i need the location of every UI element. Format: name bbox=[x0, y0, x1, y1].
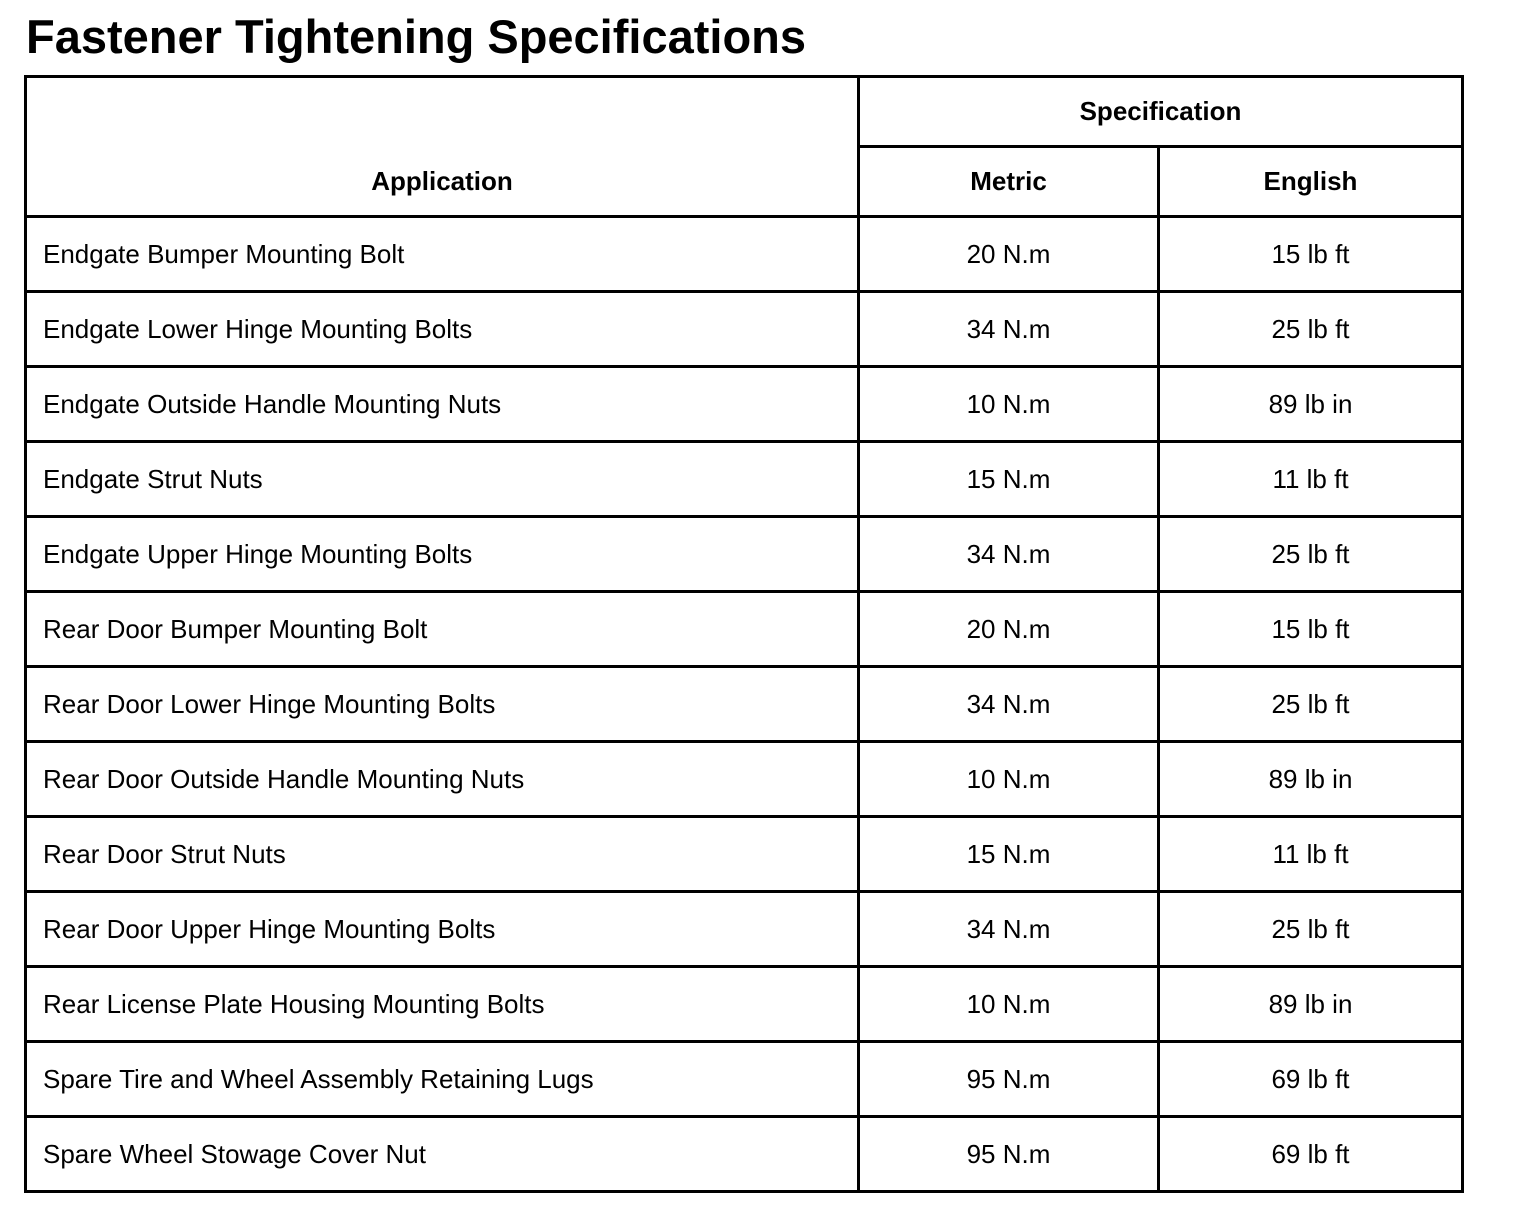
table-row bbox=[26, 217, 1463, 292]
application-column-header: Application bbox=[26, 77, 859, 217]
application-cell: Spare Wheel Stowage Cover Nut bbox=[26, 1117, 859, 1192]
application-cell: Endgate Lower Hinge Mounting Bolts bbox=[26, 292, 859, 367]
table-row bbox=[26, 292, 1463, 367]
english-cell: 25 lb ft bbox=[1159, 517, 1463, 592]
metric-cell: 20 N.m bbox=[859, 592, 1159, 667]
english-cell: 69 lb ft bbox=[1159, 1117, 1463, 1192]
metric-cell: 34 N.m bbox=[859, 667, 1159, 742]
table-row bbox=[26, 742, 1463, 817]
metric-cell: 34 N.m bbox=[859, 517, 1159, 592]
english-cell: 69 lb ft bbox=[1159, 1042, 1463, 1117]
english-cell: 15 lb ft bbox=[1159, 592, 1463, 667]
english-cell: 25 lb ft bbox=[1159, 892, 1463, 967]
table-row bbox=[26, 442, 1463, 517]
metric-cell: 34 N.m bbox=[859, 892, 1159, 967]
english-cell: 11 lb ft bbox=[1159, 817, 1463, 892]
table-row bbox=[26, 1042, 1463, 1117]
table-row bbox=[26, 892, 1463, 967]
metric-column-header: Metric bbox=[859, 147, 1159, 217]
application-cell: Spare Tire and Wheel Assembly Retaining Lugs bbox=[26, 1042, 859, 1117]
metric-cell: 15 N.m bbox=[859, 817, 1159, 892]
application-cell: Rear Door Lower Hinge Mounting Bolts bbox=[26, 667, 859, 742]
english-cell: 89 lb in bbox=[1159, 367, 1463, 442]
table-row bbox=[26, 1117, 1463, 1192]
table-row bbox=[26, 667, 1463, 742]
metric-cell: 20 N.m bbox=[859, 217, 1159, 292]
application-cell: Rear License Plate Housing Mounting Bolts bbox=[26, 967, 859, 1042]
table-row bbox=[26, 517, 1463, 592]
application-cell: Rear Door Bumper Mounting Bolt bbox=[26, 592, 859, 667]
application-cell: Endgate Strut Nuts bbox=[26, 442, 859, 517]
specification-group-header: Specification bbox=[859, 77, 1463, 147]
table-row bbox=[26, 967, 1463, 1042]
english-cell: 15 lb ft bbox=[1159, 217, 1463, 292]
application-cell: Endgate Bumper Mounting Bolt bbox=[26, 217, 859, 292]
metric-cell: 95 N.m bbox=[859, 1042, 1159, 1117]
metric-cell: 15 N.m bbox=[859, 442, 1159, 517]
application-cell: Rear Door Strut Nuts bbox=[26, 817, 859, 892]
metric-cell: 10 N.m bbox=[859, 367, 1159, 442]
table-header bbox=[26, 77, 1463, 217]
metric-cell: 34 N.m bbox=[859, 292, 1159, 367]
table-body bbox=[26, 217, 1463, 1192]
application-cell: Rear Door Outside Handle Mounting Nuts bbox=[26, 742, 859, 817]
metric-cell: 10 N.m bbox=[859, 742, 1159, 817]
english-cell: 89 lb in bbox=[1159, 742, 1463, 817]
application-cell: Endgate Upper Hinge Mounting Bolts bbox=[26, 517, 859, 592]
english-cell: 25 lb ft bbox=[1159, 292, 1463, 367]
table-row bbox=[26, 592, 1463, 667]
english-cell: 89 lb in bbox=[1159, 967, 1463, 1042]
page-title: Fastener Tightening Specifications bbox=[26, 10, 806, 63]
english-cell: 25 lb ft bbox=[1159, 667, 1463, 742]
table-row bbox=[26, 817, 1463, 892]
english-column-header: English bbox=[1159, 147, 1463, 217]
metric-cell: 10 N.m bbox=[859, 967, 1159, 1042]
header-row-top bbox=[26, 77, 1463, 147]
fastener-spec-table bbox=[24, 75, 1464, 1193]
table-row bbox=[26, 367, 1463, 442]
metric-cell: 95 N.m bbox=[859, 1117, 1159, 1192]
application-cell: Endgate Outside Handle Mounting Nuts bbox=[26, 367, 859, 442]
english-cell: 11 lb ft bbox=[1159, 442, 1463, 517]
application-cell: Rear Door Upper Hinge Mounting Bolts bbox=[26, 892, 859, 967]
